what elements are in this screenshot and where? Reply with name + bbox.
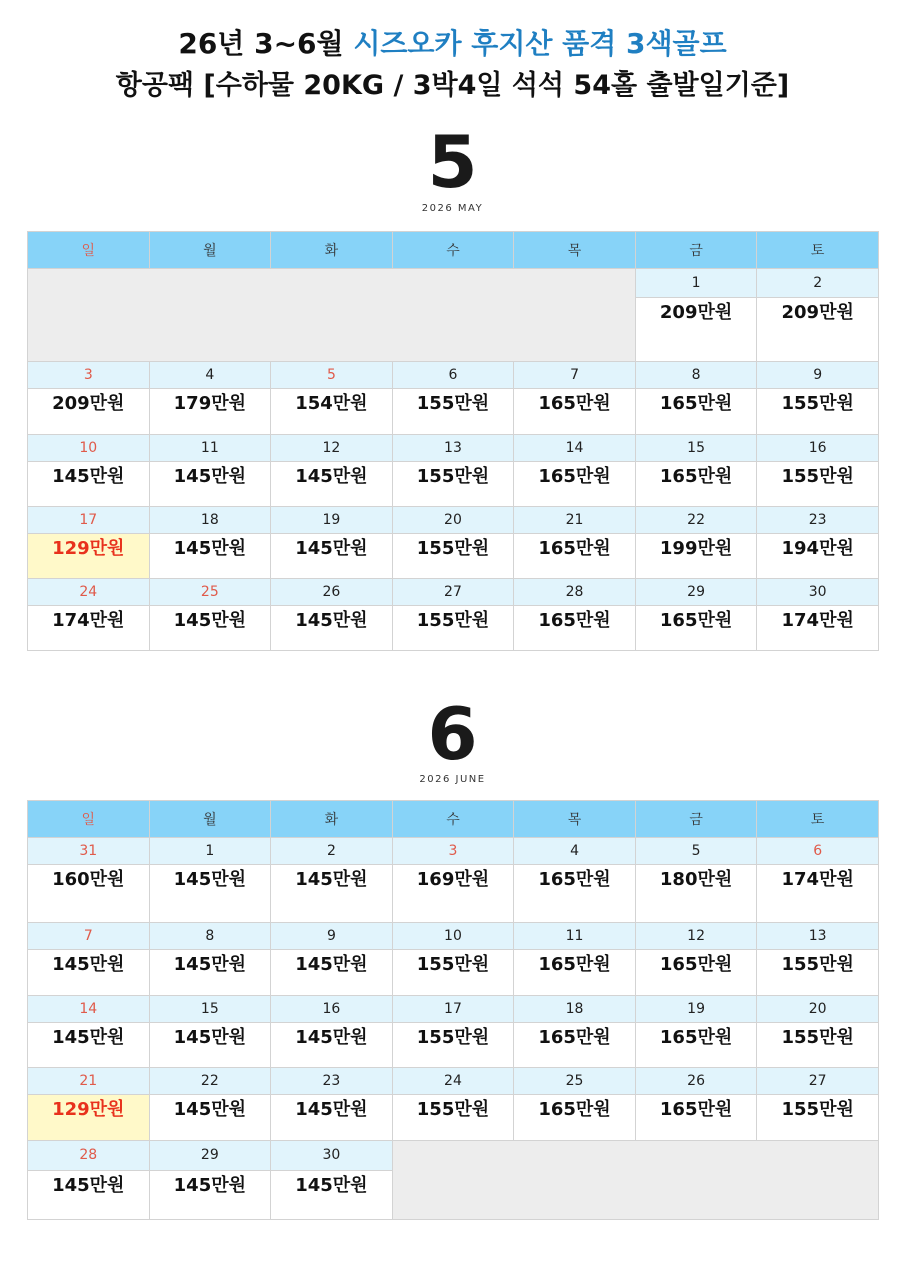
week-daynum-row — [28, 507, 879, 534]
day-price[interactable]: 179만원 — [149, 389, 271, 435]
week-daynum-row — [28, 1141, 879, 1171]
day-number: 11 — [514, 923, 636, 950]
weekday-header: 수 — [392, 801, 514, 838]
day-number: 19 — [635, 996, 757, 1023]
day-price[interactable]: 145만원 — [271, 534, 393, 579]
weekday-header: 화 — [271, 232, 393, 269]
empty-day-cell — [28, 269, 636, 362]
week-daynum-row — [28, 1068, 879, 1095]
day-number: 14 — [28, 996, 150, 1023]
day-price[interactable]: 180만원 — [635, 865, 757, 923]
weekday-header: 목 — [514, 801, 636, 838]
day-number: 8 — [149, 923, 271, 950]
day-number: 19 — [271, 507, 393, 534]
day-price[interactable]: 145만원 — [149, 534, 271, 579]
week-price-row — [28, 389, 879, 435]
day-price[interactable]: 199만원 — [635, 534, 757, 579]
day-number: 13 — [392, 435, 514, 462]
day-number: 3 — [392, 838, 514, 865]
day-number: 30 — [271, 1141, 393, 1171]
day-price[interactable]: 165만원 — [635, 1095, 757, 1141]
day-price[interactable]: 165만원 — [635, 950, 757, 996]
day-price[interactable]: 155만원 — [392, 606, 514, 651]
day-number: 27 — [757, 1068, 879, 1095]
day-number: 10 — [392, 923, 514, 950]
day-number: 23 — [757, 507, 879, 534]
day-number: 14 — [514, 435, 636, 462]
day-price[interactable]: 155만원 — [757, 389, 879, 435]
day-price[interactable]: 209만원 — [635, 298, 757, 362]
weekday-header: 금 — [635, 232, 757, 269]
weekday-header: 목 — [514, 232, 636, 269]
day-number: 9 — [271, 923, 393, 950]
day-price[interactable]: 155만원 — [392, 389, 514, 435]
day-price[interactable]: 155만원 — [392, 1023, 514, 1068]
day-number: 1 — [149, 838, 271, 865]
day-price[interactable]: 155만원 — [392, 950, 514, 996]
day-price[interactable]: 165만원 — [635, 389, 757, 435]
day-number: 2 — [757, 269, 879, 298]
day-number: 31 — [28, 838, 150, 865]
day-number: 4 — [149, 362, 271, 389]
page-title — [0, 26, 905, 62]
day-price[interactable]: 154만원 — [271, 389, 393, 435]
day-number: 4 — [514, 838, 636, 865]
day-number: 21 — [514, 507, 636, 534]
day-price[interactable]: 174만원 — [757, 606, 879, 651]
day-number: 29 — [635, 579, 757, 606]
day-number: 16 — [757, 435, 879, 462]
day-number: 26 — [635, 1068, 757, 1095]
lowest-price-cell[interactable]: 129만원 — [28, 1095, 150, 1141]
day-price[interactable]: 145만원 — [149, 865, 271, 923]
day-price[interactable]: 165만원 — [514, 865, 636, 923]
day-price[interactable]: 165만원 — [514, 534, 636, 579]
day-price[interactable]: 145만원 — [28, 1023, 150, 1068]
day-number: 28 — [28, 1141, 150, 1171]
week-daynum-row — [28, 923, 879, 950]
day-number: 22 — [635, 507, 757, 534]
day-number: 7 — [28, 923, 150, 950]
day-number: 29 — [149, 1141, 271, 1171]
day-number: 5 — [271, 362, 393, 389]
day-price[interactable]: 145만원 — [28, 462, 150, 507]
day-number: 18 — [149, 507, 271, 534]
day-number: 15 — [149, 996, 271, 1023]
day-number: 17 — [392, 996, 514, 1023]
day-price[interactable]: 209만원 — [28, 389, 150, 435]
calendar-may — [27, 231, 879, 651]
weekday-header: 토 — [757, 232, 879, 269]
week-daynum-row — [28, 362, 879, 389]
day-price[interactable]: 165만원 — [514, 950, 636, 996]
day-number: 8 — [635, 362, 757, 389]
calendar-june — [27, 800, 879, 1220]
day-price[interactable]: 145만원 — [149, 462, 271, 507]
weekday-header: 토 — [757, 801, 879, 838]
day-price[interactable]: 155만원 — [757, 950, 879, 996]
day-number: 3 — [28, 362, 150, 389]
empty-day-cell — [392, 1141, 878, 1220]
week-price-row — [28, 1023, 879, 1068]
day-price[interactable]: 160만원 — [28, 865, 150, 923]
day-price[interactable]: 165만원 — [635, 1023, 757, 1068]
day-number: 25 — [514, 1068, 636, 1095]
day-price[interactable]: 174만원 — [28, 606, 150, 651]
week-daynum-row — [28, 996, 879, 1023]
day-price[interactable]: 165만원 — [635, 462, 757, 507]
day-price[interactable]: 145만원 — [28, 950, 150, 996]
week-daynum-row — [28, 435, 879, 462]
day-number: 6 — [757, 838, 879, 865]
week-price-row — [28, 1095, 879, 1141]
week-price-row — [28, 462, 879, 507]
weekday-header-row — [28, 801, 879, 838]
month-number-may: 5 — [427, 120, 478, 204]
week-daynum-row — [28, 838, 879, 865]
day-price[interactable]: 174만원 — [757, 865, 879, 923]
day-price[interactable]: 145만원 — [271, 606, 393, 651]
month-caption-may: 2026 MAY — [421, 203, 484, 214]
day-price[interactable]: 155만원 — [757, 1023, 879, 1068]
title-accent: 시즈오카 후지산 품격 3색골프 — [353, 27, 727, 60]
day-number: 21 — [28, 1068, 150, 1095]
weekday-header: 월 — [149, 232, 271, 269]
day-price[interactable]: 155만원 — [392, 534, 514, 579]
day-price[interactable]: 165만원 — [514, 462, 636, 507]
day-price[interactable]: 145만원 — [149, 606, 271, 651]
day-number: 28 — [514, 579, 636, 606]
page-subtitle: 항공팩 [수하물 20KG / 3박4일 석석 54홀 출발일기준] — [115, 70, 790, 101]
day-price[interactable]: 155만원 — [757, 1095, 879, 1141]
title-prefix: 26년 3~6월 — [178, 27, 354, 60]
weekday-header: 수 — [392, 232, 514, 269]
day-number: 24 — [28, 579, 150, 606]
week-daynum-row — [28, 579, 879, 606]
day-number: 12 — [635, 923, 757, 950]
day-price[interactable]: 194만원 — [757, 534, 879, 579]
weekday-header-row — [28, 232, 879, 269]
day-price[interactable]: 145만원 — [149, 1170, 271, 1219]
day-number: 11 — [149, 435, 271, 462]
day-number: 9 — [757, 362, 879, 389]
day-number: 24 — [392, 1068, 514, 1095]
day-price[interactable]: 155만원 — [757, 462, 879, 507]
day-price[interactable]: 145만원 — [271, 1095, 393, 1141]
day-number: 25 — [149, 579, 271, 606]
day-number: 22 — [149, 1068, 271, 1095]
day-price[interactable]: 145만원 — [271, 865, 393, 923]
day-number: 1 — [635, 269, 757, 298]
day-price[interactable]: 169만원 — [392, 865, 514, 923]
day-price[interactable]: 145만원 — [271, 1023, 393, 1068]
day-number: 18 — [514, 996, 636, 1023]
day-number: 17 — [28, 507, 150, 534]
day-number: 30 — [757, 579, 879, 606]
day-price[interactable]: 145만원 — [271, 462, 393, 507]
week-daynum-row — [28, 269, 879, 298]
day-number: 6 — [392, 362, 514, 389]
weekday-header: 월 — [149, 801, 271, 838]
day-number: 10 — [28, 435, 150, 462]
weekday-header: 일 — [28, 232, 150, 269]
day-number: 16 — [271, 996, 393, 1023]
month-caption-june: 2026 JUNE — [419, 774, 486, 785]
day-price[interactable]: 165만원 — [514, 1023, 636, 1068]
month-number-june: 6 — [427, 692, 478, 776]
week-price-row — [28, 950, 879, 996]
day-price[interactable]: 145만원 — [149, 1095, 271, 1141]
weekday-header: 화 — [271, 801, 393, 838]
day-number: 12 — [271, 435, 393, 462]
day-price[interactable]: 145만원 — [28, 1170, 150, 1219]
day-number: 2 — [271, 838, 393, 865]
day-number: 23 — [271, 1068, 393, 1095]
day-price[interactable]: 165만원 — [514, 606, 636, 651]
day-price[interactable]: 165만원 — [514, 1095, 636, 1141]
day-number: 13 — [757, 923, 879, 950]
week-price-row — [28, 534, 879, 579]
day-price[interactable]: 145만원 — [149, 1023, 271, 1068]
day-number: 27 — [392, 579, 514, 606]
day-number: 20 — [757, 996, 879, 1023]
week-price-row — [28, 606, 879, 651]
day-number: 5 — [635, 838, 757, 865]
day-number: 15 — [635, 435, 757, 462]
weekday-header: 일 — [28, 801, 150, 838]
day-price[interactable]: 145만원 — [149, 950, 271, 996]
day-number: 20 — [392, 507, 514, 534]
day-number: 26 — [271, 579, 393, 606]
day-price[interactable]: 165만원 — [635, 606, 757, 651]
day-price[interactable]: 165만원 — [514, 389, 636, 435]
week-price-row — [28, 865, 879, 923]
day-price[interactable]: 145만원 — [271, 950, 393, 996]
day-price[interactable]: 145만원 — [271, 1170, 393, 1219]
day-price[interactable]: 155만원 — [392, 1095, 514, 1141]
weekday-header: 금 — [635, 801, 757, 838]
day-price[interactable]: 155만원 — [392, 462, 514, 507]
day-price[interactable]: 209만원 — [757, 298, 879, 362]
day-number: 7 — [514, 362, 636, 389]
lowest-price-cell[interactable]: 129만원 — [28, 534, 150, 579]
